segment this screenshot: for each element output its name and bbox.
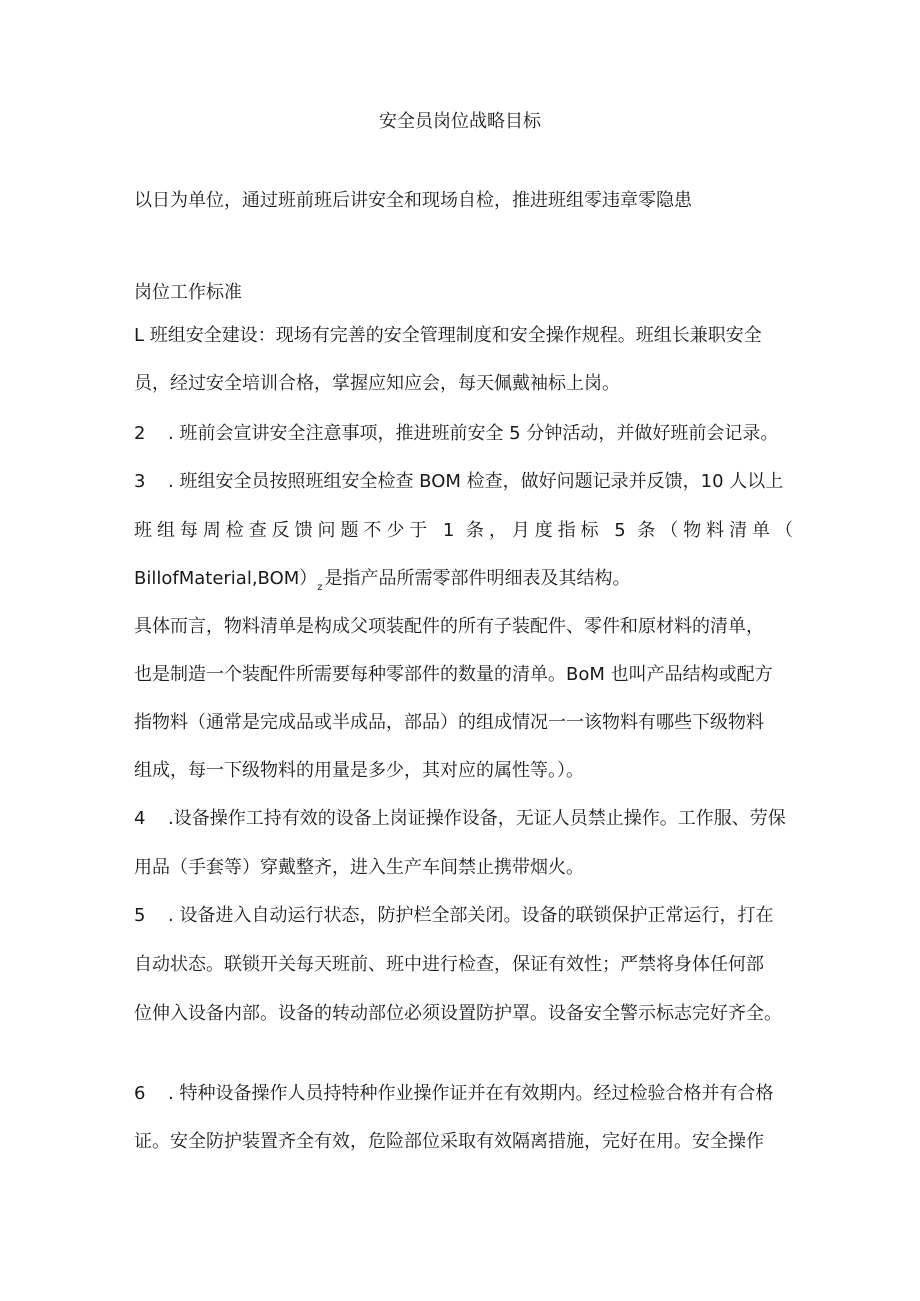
- item2-number: 2: [134, 423, 146, 444]
- document-title: 安全员岗位战略目标: [379, 111, 541, 132]
- item4-number: 4: [134, 808, 146, 829]
- item3-line3: [134, 568, 794, 599]
- item6-line2: 证。安全防护装置齐全有效，危险部位采取有效隔离措施，完好在用。安全操作: [134, 1131, 764, 1152]
- item5-line3: 位伸入设备内部。设备的转动部位必须设置防护罩。设备安全警示标志完好齐全。: [134, 1003, 782, 1024]
- item3-line6: 指物料（通常是完成品或半成品，部品）的组成情况一一该物料有哪些下级物料: [134, 712, 764, 733]
- section-heading: 岗位工作标准: [134, 282, 242, 303]
- item4-line1: [134, 808, 794, 830]
- item3-text-line1: . 班组安全员按照班组安全检查 BOM 检查，做好问题记录并反馈，10 人以上: [168, 471, 784, 492]
- item3-line5: 也是制造一个装配件所需要每种零部件的数量的清单。BoM 也叫产品结构或配方: [134, 664, 773, 685]
- item3-line7: 组成，每一下级物料的用量是多少，其对应的属性等。）。: [134, 760, 584, 781]
- item1-line2: 员，经过安全培训合格，掌握应知应会，每天佩戴袖标上岗。: [134, 373, 620, 394]
- item5-line2: 自动状态。联锁开关每天班前、班中进行检查，保证有效性；严禁将身体任何部: [134, 954, 764, 975]
- item6-text-line1: . 特种设备操作人员持特种作业操作证并在有效期内。经过检验合格并有合格: [168, 1083, 774, 1104]
- item3-line2: 班组每周检查反馈问题不少于 1 条，月度指标 5 条（物料清单（: [134, 520, 794, 541]
- item5-line1: [134, 905, 794, 927]
- item3-line3-sub: z: [317, 582, 323, 593]
- item3-line1: [134, 471, 794, 493]
- item3-line4: 具体而言，物料清单是构成父项装配件的所有子装配件、零件和原材料的清单，: [134, 616, 764, 637]
- item3-line3-post: 是指产品所需零部件明细表及其结构。: [324, 568, 631, 589]
- item3-line3-pre: BillofMaterial,BOM）: [134, 568, 318, 589]
- item4-text-line1: .设备操作工持有效的设备上岗证操作设备，无证人员禁止操作。工作服、劳保: [168, 808, 786, 829]
- goal-statement: 以日为单位，通过班前班后讲安全和现场自检，推进班组零违章零隐患: [134, 190, 692, 211]
- item4-line2: 用品（手套等）穿戴整齐，进入生产车间禁止携带烟火。: [134, 857, 584, 878]
- item6-number: 6: [134, 1083, 146, 1104]
- item6-line1: [134, 1083, 794, 1105]
- item3-number: 3: [134, 471, 146, 492]
- item5-number: 5: [134, 905, 146, 926]
- item1-line1: L 班组安全建设：现场有完善的安全管理制度和安全操作规程。班组长兼职安全: [134, 325, 762, 346]
- item2-line: [134, 423, 794, 445]
- item2-text: . 班前会宣讲安全注意事项，推进班前安全 5 分钟活动，并做好班前会记录。: [168, 423, 779, 444]
- item5-text-line1: . 设备进入自动运行状态，防护栏全部关闭。设备的联锁保护正常运行，打在: [168, 905, 774, 926]
